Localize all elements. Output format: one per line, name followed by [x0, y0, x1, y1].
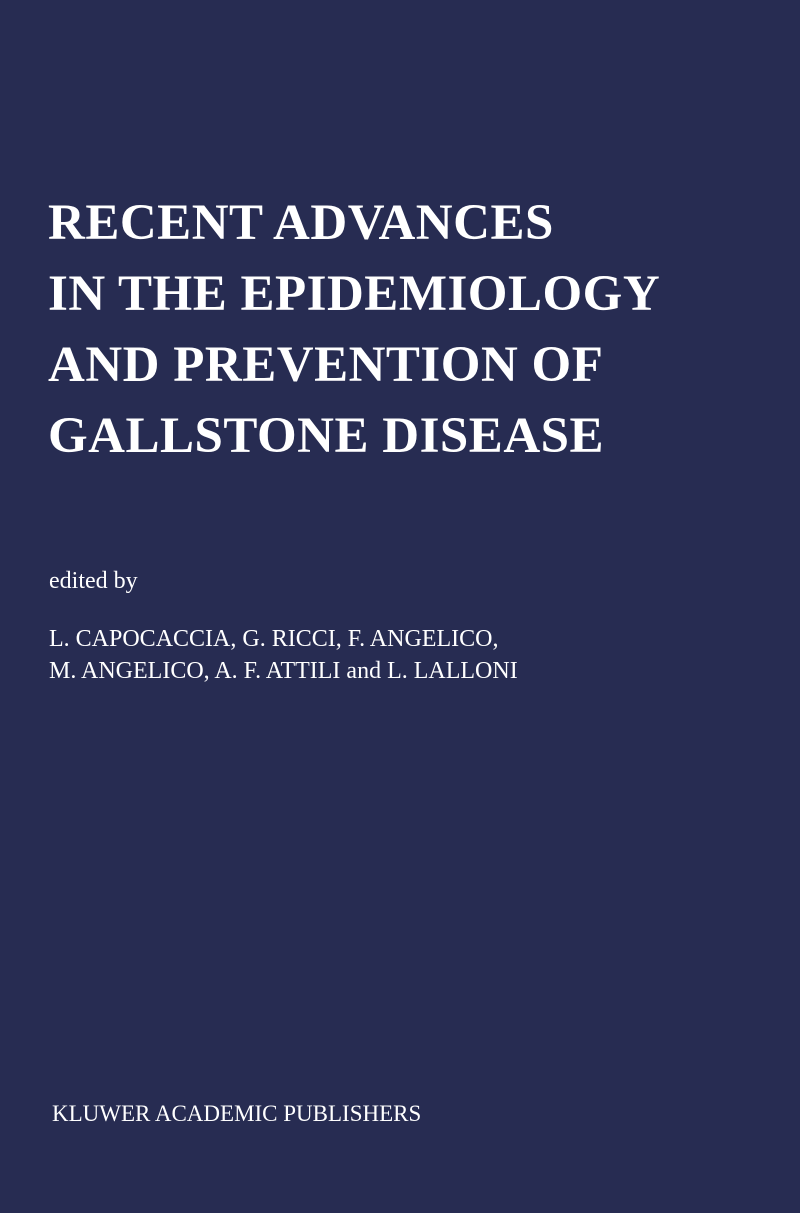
editors-line: L. CAPOCACCIA, G. RICCI, F. ANGELICO,: [49, 626, 499, 652]
book-title: [48, 188, 660, 472]
editors-list: [49, 623, 518, 687]
title-line: GALLSTONE DISEASE: [48, 408, 605, 464]
edited-by-label: edited by: [49, 568, 138, 594]
title-line: AND PREVENTION OF: [48, 337, 604, 393]
editors-line: M. ANGELICO, A. F. ATTILI and L. LALLONI: [49, 658, 518, 684]
title-line: IN THE EPIDEMIOLOGY: [48, 266, 661, 322]
title-line: RECENT ADVANCES: [48, 195, 554, 251]
publisher-name: KLUWER ACADEMIC PUBLISHERS: [52, 1101, 422, 1126]
